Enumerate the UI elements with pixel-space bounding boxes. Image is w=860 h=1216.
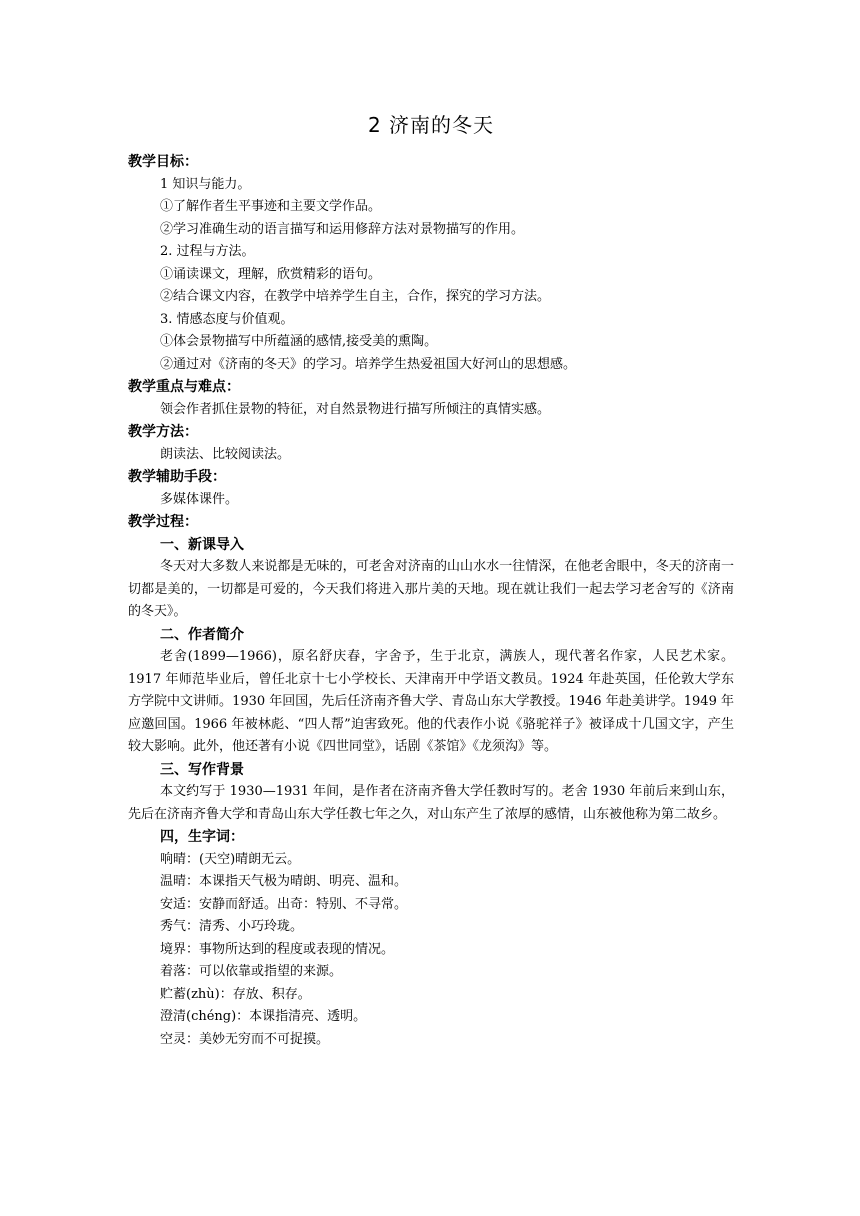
vocab-item: 贮蓄(zhù)：存放、积存。 <box>160 986 311 1002</box>
vocab-item: 空灵：美妙无穷而不可捉摸。 <box>160 1031 330 1047</box>
goal-line: ②通过对《济南的冬天》的学习。培养学生热爱祖国大好河山的思想感。 <box>160 356 577 372</box>
goal-line: ②学习准确生动的语言描写和运用修辞方法对景物描写的作用。 <box>160 221 525 237</box>
section-paragraph: 冬天对大多数人来说都是无味的，可老舍对济南的山山水水一往情深，在他老舍眼中，冬天的济南一切都是美的，一切都是可爱的，今天我们将进入那片美的天地。现在就让我们一起去学习老舍写的《济南的冬天》。 <box>128 559 734 619</box>
method-text: 朗读法、比较阅读法。 <box>160 446 291 462</box>
goal-line: 3. 情感态度与价值观。 <box>160 311 294 327</box>
section-heading: 一、新课导入 <box>160 536 244 553</box>
process-heading: 教学过程： <box>128 514 198 530</box>
vocab-item: 温晴：本课指天气极为晴朗、明亮、温和。 <box>160 874 408 889</box>
section-heading: 三、写作背景 <box>160 761 244 778</box>
section-paragraph: 老舍(1899—1966)，原名舒庆春，字舍予，生于北京，满族人，现代著名作家，人民艺术家。1917 年师范毕业后，曾任北京十七小学校长、天津南开中学语文教员。1924 年赴英国，任伦敦大学东方学院中文讲师。1930 年回国，先后任济南齐鲁大学、青岛山东大学教授。1946 年赴美讲学。1949 年应邀回国。1966 年被林彪、“四人帮”迫害致死。他的代表作小说《骆驼祥子》被译成十几国文字，产生较大影响。此外，他还著有小说《四世同堂》，话剧《茶馆》《龙须沟》等。 <box>128 649 734 754</box>
teaching-aid-heading: 教学辅助手段： <box>128 469 226 485</box>
page-title: 2 济南的冬天 <box>367 113 495 137</box>
key-points-text: 领会作者抓住景物的特征，对自然景物进行描写所倾注的真情实感。 <box>160 401 551 417</box>
goal-line: 1 知识与能力。 <box>160 176 251 192</box>
vocab-item: 秀气：清秀、小巧玲珑。 <box>160 919 304 934</box>
goal-line: 2. 过程与方法。 <box>160 244 255 259</box>
teaching-aid-text: 多媒体课件。 <box>160 491 239 507</box>
goal-line: ①了解作者生平事迹和主要文学作品。 <box>160 199 382 214</box>
document-content <box>128 112 734 1051</box>
vocab-item: 安适：安静而舒适。出奇：特别、不寻常。 <box>160 896 408 912</box>
vocab-item: 着落：可以依靠或指望的来源。 <box>160 964 343 979</box>
section-heading: 二、作者简介 <box>160 626 244 643</box>
section-paragraph: 本文约写于 1930—1931 年间，是作者在济南齐鲁大学任教时写的。老舍 1930 年前后来到山东，先后在济南齐鲁大学和青岛山东大学任教七年之久，对山东产生了浓厚的感情，山东被他称为第二故乡。 <box>128 784 734 822</box>
section-heading: 四，生字词： <box>160 829 244 845</box>
goal-line: ①体会景物描写中所蕴涵的感情,接受美的熏陶。 <box>160 334 438 349</box>
method-heading: 教学方法： <box>128 424 198 440</box>
vocab-item: 澄清(chéng)：本课指清亮、透明。 <box>160 1009 367 1024</box>
vocab-item: 境界：事物所达到的程度或表现的情况。 <box>160 941 395 957</box>
vocab-item: 响晴：(天空)晴朗无云。 <box>160 851 301 867</box>
goals-heading: 教学目标： <box>128 154 198 170</box>
goal-line: ②结合课文内容，在教学中培养学生自主，合作，探究的学习方法。 <box>160 289 551 304</box>
goal-line: ①诵读课文，理解，欣赏精彩的语句。 <box>160 266 382 282</box>
key-points-heading: 教学重点与难点： <box>128 379 240 395</box>
